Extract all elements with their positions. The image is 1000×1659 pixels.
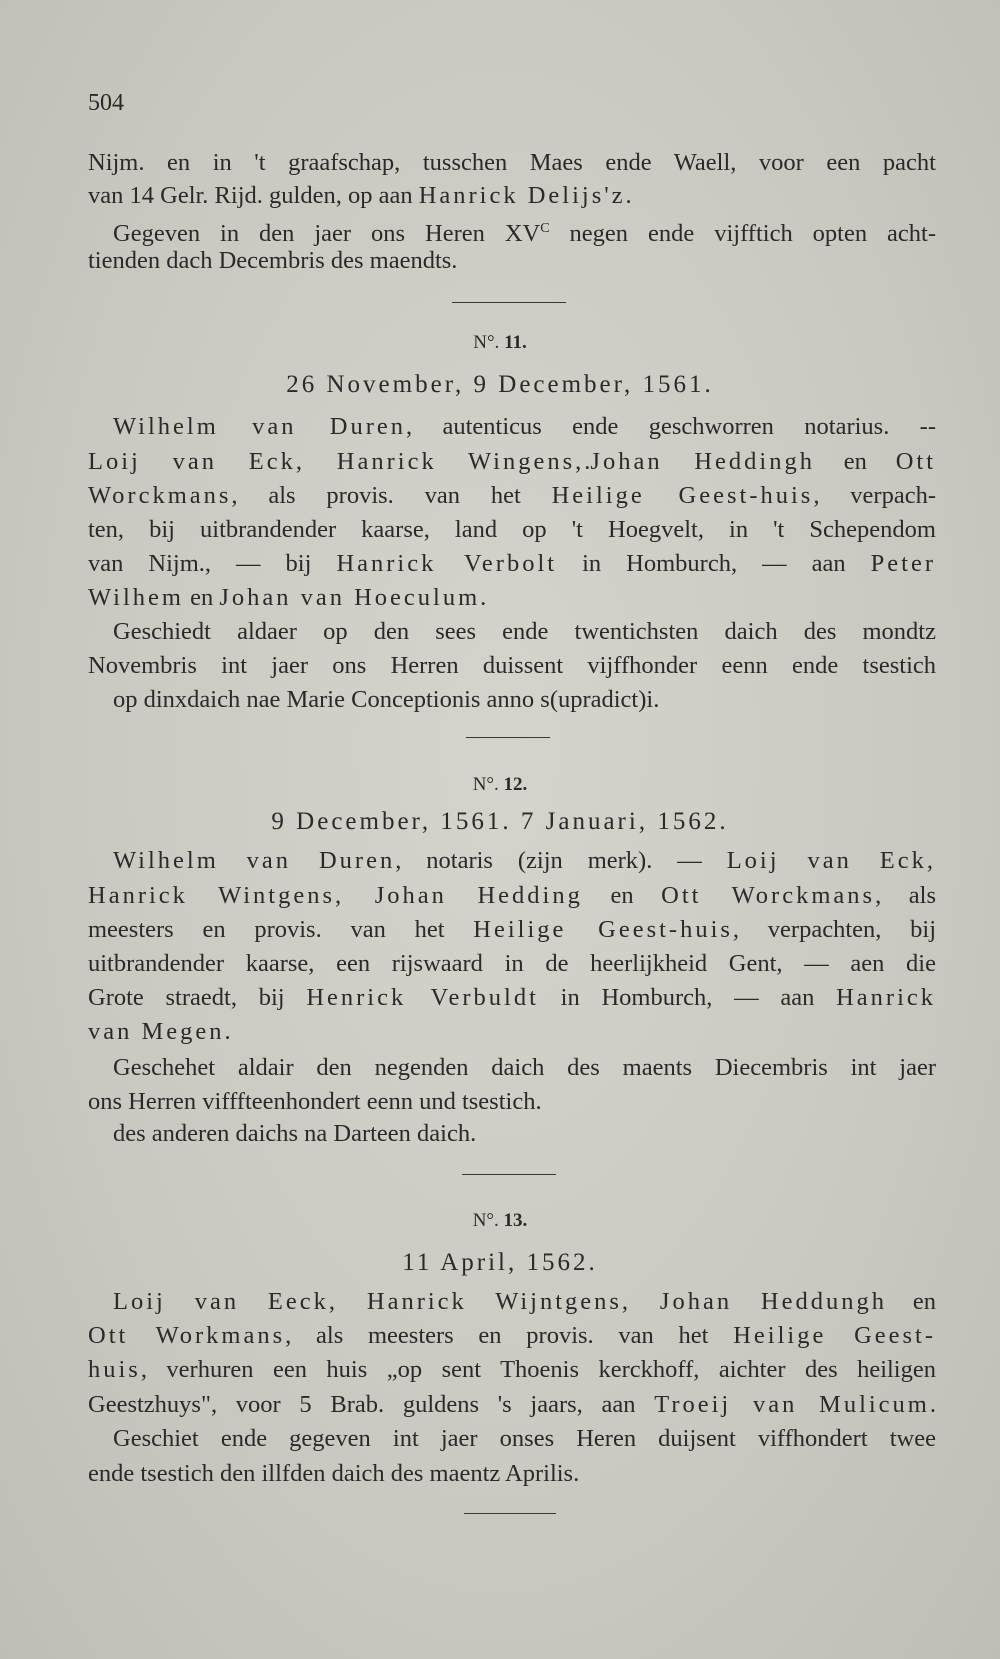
text-line bbox=[88, 180, 936, 212]
person-name: Loij van Eck, bbox=[726, 847, 937, 874]
person-name: Hanrick Wintgens, Johan Hedding bbox=[88, 882, 583, 909]
text-line bbox=[88, 548, 936, 580]
text-line bbox=[88, 1389, 936, 1421]
text-line bbox=[88, 982, 936, 1014]
institution-name: Heilige Geest-huis bbox=[551, 482, 814, 509]
text-line bbox=[88, 480, 936, 512]
text-line bbox=[88, 914, 936, 946]
person-name: Loij van Eeck, Hanrick Wijntgens, Johan Heddungh bbox=[113, 1288, 888, 1315]
text-line: des anderen daichs na Darteen daich. bbox=[113, 1120, 477, 1147]
text-span: in Homburch, — aan bbox=[557, 550, 871, 577]
section-divider bbox=[466, 737, 550, 738]
page-number: 504 bbox=[88, 90, 124, 116]
text-span: . bbox=[584, 448, 591, 475]
text-span: van 14 Gelr. Rijd. gulden, op aan bbox=[88, 182, 419, 209]
institution-name: Heilige Geest-huis bbox=[473, 916, 733, 943]
institution-name: Heilige Geest- bbox=[733, 1322, 937, 1349]
text-span: Gegeven in den jaer ons Heren XV bbox=[113, 220, 541, 248]
text-line bbox=[88, 1320, 936, 1352]
section-date-12: 9 December, 1561. 7 Januari, 1562. bbox=[271, 808, 729, 835]
text-line bbox=[113, 845, 936, 877]
person-name: Henrick Verbuldt bbox=[306, 984, 539, 1011]
person-name: Wilhelm van Duren bbox=[113, 413, 407, 440]
text-line bbox=[88, 582, 936, 614]
text-span: Geestzhuys", voor 5 Brab. guldens 's jaars, aan bbox=[88, 1391, 655, 1418]
number-prefix: N°. bbox=[473, 332, 500, 353]
text-span: . bbox=[929, 1391, 936, 1418]
text-span: negen ende vijfftich opten acht- bbox=[549, 220, 937, 248]
text-span: en bbox=[814, 448, 896, 475]
text-span: , verpach- bbox=[813, 482, 936, 509]
text-line: Geschiet ende gegeven int jaer onses Heren duijsent viffhondert twee bbox=[113, 1425, 936, 1452]
text-line: Geschiedt aldaer op den sees ende twentichsten daich des mondtz bbox=[113, 618, 936, 645]
section-divider bbox=[452, 302, 566, 303]
section-number-11 bbox=[0, 330, 1000, 356]
text-line bbox=[88, 446, 936, 478]
text-span: , verpachten, bij bbox=[732, 916, 936, 943]
section-divider bbox=[464, 1513, 556, 1514]
number-value: 12. bbox=[503, 774, 528, 795]
person-name: Hanrick Delijs'z. bbox=[418, 182, 635, 209]
section-date-11: 26 November, 9 December, 1561. bbox=[286, 371, 714, 398]
person-name: Wilhelm van Duren bbox=[113, 847, 396, 874]
person-name: Wilhem bbox=[88, 584, 184, 611]
person-name: Peter bbox=[870, 550, 937, 577]
text-line bbox=[88, 880, 936, 912]
text-span: en bbox=[183, 584, 220, 611]
number-value: 11. bbox=[504, 332, 527, 353]
section-number-12 bbox=[0, 772, 1000, 798]
institution-name: huis bbox=[88, 1356, 141, 1383]
person-name: Ott Worckmans bbox=[661, 882, 876, 909]
section-divider bbox=[462, 1174, 556, 1175]
person-name: Johan Heddingh bbox=[590, 448, 815, 475]
person-name: Troeij van Mulicum bbox=[654, 1391, 930, 1418]
text-line: uitbrandender kaarse, een rijswaard in de heerlijkheid Gent, — aen die bbox=[88, 950, 936, 977]
text-line: van Megen. bbox=[88, 1018, 234, 1045]
person-name: Johan van Hoeculum bbox=[219, 584, 481, 611]
text-span: , autenticus ende geschworren notarius. -- bbox=[406, 413, 936, 440]
text-line: ten, bij uitbrandender kaarse, land op 't Hoegvelt, in 't Schependom bbox=[88, 516, 936, 543]
text-span: , als meesters en provis. van het bbox=[285, 1322, 734, 1349]
person-name: Loij van Eck, Hanrick Wingens, bbox=[88, 448, 585, 475]
text-span: en bbox=[887, 1288, 937, 1315]
text-span: en bbox=[582, 882, 662, 909]
text-line: ons Herren vifffteenhondert eenn und tsestich. bbox=[88, 1088, 542, 1115]
text-span: in Homburch, — aan bbox=[538, 984, 837, 1011]
superscript: C bbox=[540, 221, 550, 236]
text-line: Novembris int jaer ons Herren duissent vijffhonder eenn ende tsestich bbox=[88, 652, 936, 679]
text-span: meesters en provis. van het bbox=[88, 916, 474, 943]
text-span: , verhuren een huis „op sent Thoenis kerckhoff, aichter des heiligen bbox=[140, 1356, 936, 1383]
person-name: Worckmans bbox=[88, 482, 232, 509]
section-date-13: 11 April, 1562. bbox=[402, 1249, 598, 1276]
section-number-13 bbox=[0, 1208, 1000, 1234]
person-name: Ott Workmans bbox=[88, 1322, 286, 1349]
number-prefix: N°. bbox=[472, 774, 499, 795]
text-line: op dinxdaich nae Marie Conceptionis anno s(upradict)i. bbox=[113, 686, 660, 713]
person-name: Hanrick bbox=[836, 984, 937, 1011]
text-line: Geschehet aldair den negenden daich des maents Diecembris int jaer bbox=[113, 1054, 936, 1081]
number-prefix: N°. bbox=[472, 1210, 499, 1231]
text-span: . bbox=[480, 584, 487, 611]
text-line: tienden dach Decembris des maendts. bbox=[88, 247, 458, 274]
text-span: , als bbox=[875, 882, 937, 909]
text-line: ende tsestich den illfden daich des maentz Aprilis. bbox=[88, 1460, 580, 1487]
person-name: Hanrick Verbolt bbox=[336, 550, 558, 577]
text-line bbox=[88, 1354, 936, 1386]
person-name: Ott bbox=[895, 448, 936, 475]
text-span: Grote straedt, bij bbox=[88, 984, 307, 1011]
number-value: 13. bbox=[503, 1210, 528, 1231]
text-line bbox=[113, 1286, 936, 1318]
text-line: Nijm. en in 't graafschap, tusschen Maes ende Waell, voor een pacht bbox=[88, 149, 936, 176]
text-span: , als provis. van het bbox=[231, 482, 552, 509]
text-line bbox=[113, 411, 936, 443]
text-span: , notaris (zijn merk). — bbox=[395, 847, 727, 874]
text-span: van Nijm., — bij bbox=[88, 550, 337, 577]
